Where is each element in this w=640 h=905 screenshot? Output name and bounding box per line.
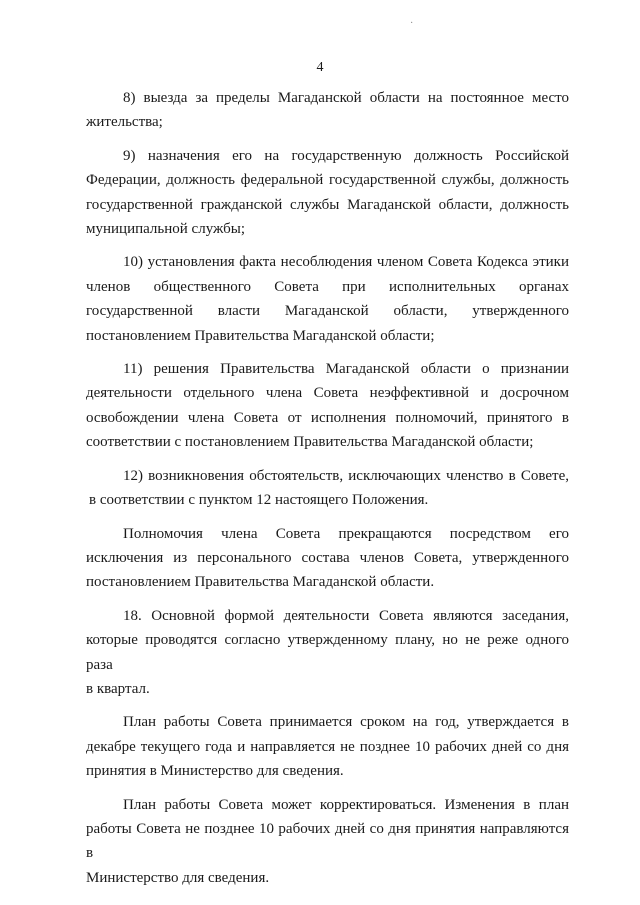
text-line: План работы Совета может корректироваться. Изменения в план (123, 796, 569, 813)
text-line: освобождении члена Совета от исполнения полномочий, принятого в (86, 409, 569, 426)
paragraph-18 (86, 604, 569, 702)
text-line: 8) выезда за пределы Магаданской области на постоянное место (123, 90, 569, 106)
text-line: принятия в Министерство для сведения. (86, 763, 344, 780)
text-line: Федерации, должность федеральной государственной службы, должность (86, 172, 569, 189)
paragraph-item-12 (86, 464, 569, 513)
text-line: 9) назначения его на государственную должность Российской (123, 147, 569, 164)
text-line: государственной гражданской службы Магаданской области, должность (86, 196, 569, 213)
text-line: работы Совета не позднее 10 рабочих дней со дня принятия направляются в (86, 820, 569, 862)
paragraph-plan-changes (86, 793, 569, 891)
text-line: деятельности отдельного члена Совета неэффективной и досрочном (86, 385, 569, 402)
text-line: Министерство для сведения. (86, 869, 270, 886)
paragraph-item-11 (86, 357, 569, 455)
text-line: которые проводятся согласно утвержденному плану, но не реже одного раза (86, 632, 569, 673)
text-line: декабре текущего года и направляется не позднее 10 рабочих дней со дня (86, 738, 569, 755)
text-line: членов общественного Совета при исполнительных органах (86, 278, 569, 295)
text-line: муниципальной службы; (86, 221, 246, 238)
document-body (86, 86, 569, 890)
text-line: 18. Основной формой деятельности Совета являются заседания, (123, 607, 569, 624)
paragraph-item-9 (86, 144, 569, 242)
text-line: соответствии с постановлением Правительства Магаданской области; (86, 434, 534, 451)
paragraph-item-10 (86, 250, 569, 348)
paragraph-item-8 (86, 86, 569, 135)
text-line: жительства; (86, 114, 163, 131)
text-line: 11) решения Правительства Магаданской области о признании (123, 361, 569, 378)
page-number: 4 (316, 60, 324, 75)
text-line: в соответствии с пунктом 12 настоящего Положения. (89, 492, 429, 509)
text-line: постановлением Правительства Магаданской области. (86, 574, 435, 591)
text-line: План работы Совета принимается сроком на год, утверждается в (123, 714, 569, 731)
text-line: исключения из персонального состава членов Совета, утвержденного (86, 549, 569, 566)
text-line: 10) установления факта несоблюдения членом Совета Кодекса этики (123, 254, 569, 271)
paragraph-work-plan (86, 710, 569, 783)
text-line: 12) возникновения обстоятельств, исключающих членство в Совете, (123, 467, 569, 484)
text-line: в квартал. (86, 680, 150, 697)
text-line: государственной власти Магаданской области, утвержденного (86, 303, 569, 320)
text-line: Полномочия члена Совета прекращаются посредством его (123, 525, 569, 542)
paragraph-termination (86, 522, 569, 595)
scan-speck: · (410, 18, 414, 29)
text-line: постановлением Правительства Магаданской области; (86, 327, 435, 344)
